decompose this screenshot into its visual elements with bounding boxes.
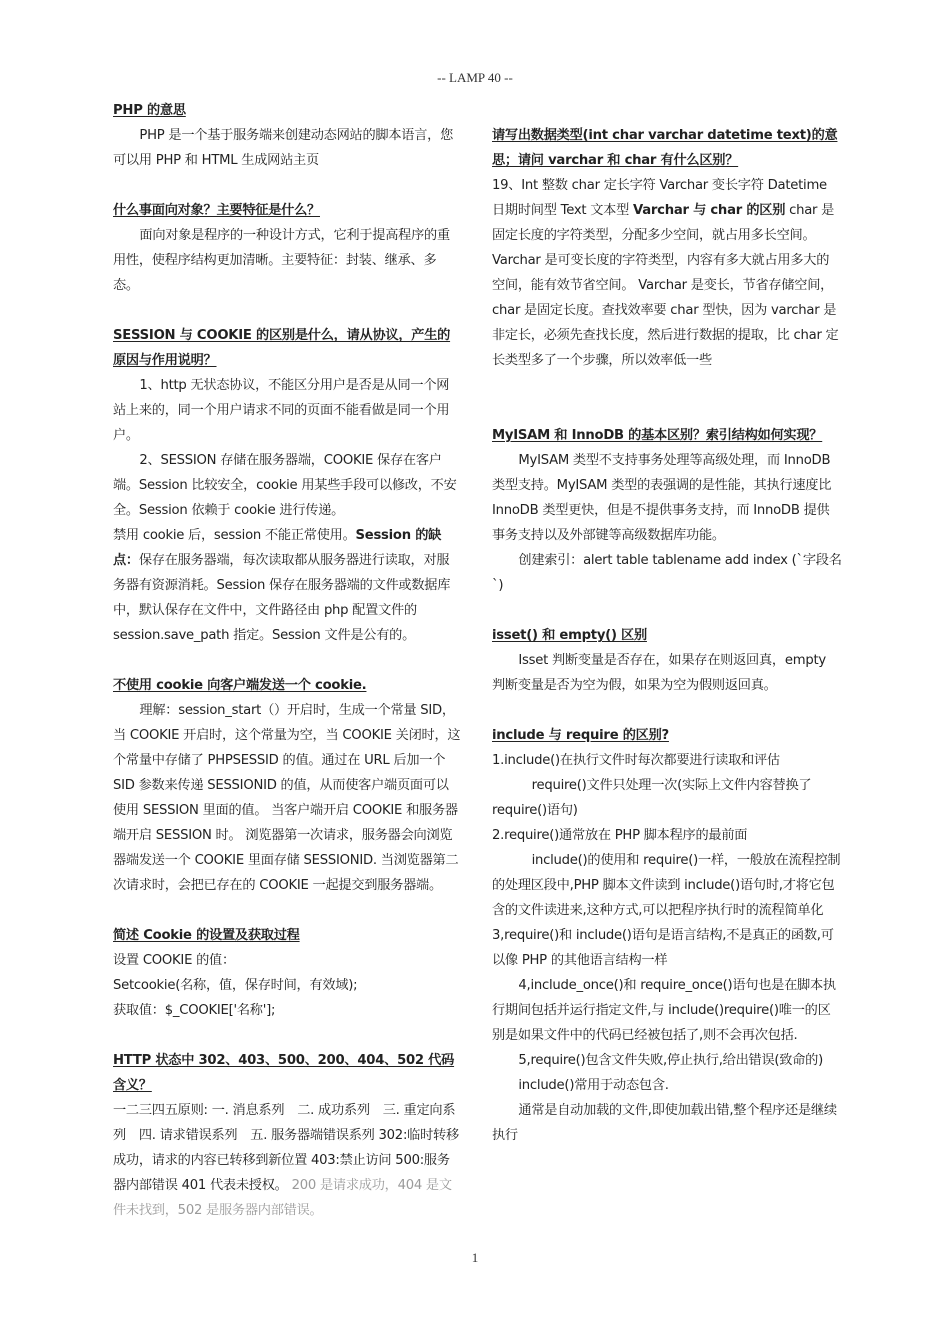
section-title-session-cookie: SESSION 与 COOKIE 的区别是什么，请从协议，产生的原因与作用说明？ <box>113 328 451 368</box>
include-line-8: include()常用于动态包含. <box>518 1078 669 1093</box>
myisam-p1: MyISAM 类型不支持事务处理等高级处理，而 InnoDB 类型支持。MyISAM 类型的表强调的是性能，其执行速度比 InnoDB 类型更快，但是不提供事务支持，而 InnoDB 提供事务支持以及外部键等高级数据库功能。 <box>492 453 832 543</box>
section-title-isset: isset() 和 empty() 区别 <box>492 628 647 643</box>
include-line-6: 4,include_once()和 require_once()语句也是在脚本执行期间包括并运行指定文件,与 include()require()唯一的区别是如果文件中的代码已经被包括了,则不会再次包括. <box>492 978 836 1043</box>
include-line-3: 2.require()通常放在 PHP 脚本程序的最前面 <box>492 828 748 843</box>
right-column <box>492 123 842 1148</box>
isset-body: Isset 判断变量是否存在，如果存在则返回真，empty 判断变量是否为空为假，如果为空为假则返回真。 <box>492 653 826 693</box>
section-title-php: PHP 的意思 <box>113 103 186 118</box>
section-title-http-status: HTTP 状态中 302、403、500、200、404、502 代码含义？ <box>113 1053 455 1093</box>
session-cookie-p3 <box>113 523 461 648</box>
session-cookie-p1: 1、http 无状态协议，不能区分用户是否是从同一个网站上来的，同一个用户请求不同的页面不能看做是同一个用户。 <box>113 378 450 443</box>
types-post: char 是固定长度的字符类型，分配多少空间，就占用多长空间。 Varchar 是可变长度的字符类型，内容有多大就占用多大的空间，能有效节省空间。 Varchar 是变长，节省存储空间，char 是固定长度。查找效率要 char 型快，因为 varchar 是非定长，必须先查找长度，然后进行数据的提取，比 char 定长类型多了一个步骤，所以效率低一些 <box>492 203 839 368</box>
page-number: 1 <box>471 1250 479 1265</box>
section-title-include: include 与 require 的区别? <box>492 728 669 743</box>
http-status-body <box>113 1098 461 1223</box>
http-status-text: 一二三四五原则: 一. 消息系列 二. 成功系列 三. 重定向系列 四. 请求错误系列 五. 服务器端错误系列 302:临时转移成功，请求的内容已转移到新位置 403:禁止访问 500:服务器内部错误 401 代表未授权。 <box>113 1103 459 1193</box>
include-line-9: 通常是自动加载的文件,即使加载出错,整个程序还是继续执行 <box>492 1103 837 1143</box>
section-title-myisam: MyISAM 和 InnoDB 的基本区别？索引结构如何实现？ <box>492 428 823 443</box>
session-cookie-p2: 2、SESSION 存储在服务器端，COOKIE 保存在客户端。Session 比较安全，cookie 用某些手段可以修改，不安全。Session 依赖于 cookie 进行传递。 <box>113 453 457 518</box>
include-line-7: 5,require()包含文件失败,停止执行,给出错误(致命的) <box>518 1053 824 1068</box>
section-title-types: 请写出数据类型(int char varchar datetime text)的意思；请问 varchar 和 char 有什么区别？ <box>492 128 838 168</box>
cookie-set-line-3: 获取值：$_COOKIE['名称']; <box>113 1003 276 1018</box>
myisam-p2: 创建索引：alert table tablename add index (`字段名`) <box>492 553 842 593</box>
php-body: PHP 是一个基于服务端来创建动态网站的脚本语言，您可以用 PHP 和 HTML 生成网站主页 <box>113 128 454 168</box>
cookie-set-line-1: 设置 COOKIE 的值： <box>113 953 235 968</box>
types-bold: Varchar 与 char 的区别 <box>633 203 786 218</box>
session-cookie-p3-post: 保存在服务器端，每次读取都从服务器进行读取，对服务器有资源消耗。Session 保存在服务器端的文件或数据库中，默认保存在文件中，文件路径由 php 配置文件的 session.save_path 指定。Session 文件是公有的。 <box>113 553 451 643</box>
include-line-1: 1.include()在执行文件时每次都要进行读取和评估 <box>492 753 780 768</box>
include-line-4: include()的使用和 require()一样，一般放在流程控制的处理区段中,PHP 脚本文件读到 include()语句时,才将它包含的文件读进来,这种方式,可以把程序执行时的流程简单化 <box>492 853 841 918</box>
include-line-2: require()文件只处理一次(实际上文件内容替换了 require()语句) <box>492 778 812 818</box>
types-pre: 19、Int 整数 char 定长字符 Varchar 变长字符 Datetime 日期时间型 Text 文本型 <box>492 178 827 218</box>
page-header: -- LAMP 40 -- <box>437 70 513 85</box>
types-body <box>492 173 842 373</box>
include-line-5: 3,require()和 include()语句是语言结构,不是真正的函数,可以像 PHP 的其他语言结构一样 <box>492 928 834 968</box>
section-title-cookie-set: 简述 Cookie 的设置及获取过程 <box>113 928 300 943</box>
http-status-gray-text: 200 是请求成功，404 是文件未找到，502 是服务器内部错误。 <box>113 1178 452 1218</box>
session-cookie-p3-pre: 禁用 cookie 后，session 不能正常使用。 <box>113 528 356 543</box>
left-column <box>113 98 461 1223</box>
cookie-set-line-2: Setcookie(名称，值，保存时间，有效域); <box>113 978 358 993</box>
oop-body: 面向对象是程序的一种设计方式，它利于提高程序的重用性，使程序结构更加清晰。主要特征：封装、继承、多态。 <box>113 228 450 293</box>
section-title-no-cookie: 不使用 cookie 向客户端发送一个 cookie. <box>113 678 367 693</box>
no-cookie-body: 理解：session_start（）开启时，生成一个常量 SID，当 COOKIE 开启时，这个常量为空，当 COOKIE 关闭时，这个常量中存储了 PHPSESSID 的值。通过在 URL 后加一个 SID 参数来传递 SESSIONID 的值，从而使客户端页面可以使用 SESSION 里面的值。 当客户端开启 COOKIE 和服务器端开启 SESSION 时。 浏览器第一次请求，服务器会向浏览器端发送一个 COOKIE 里面存储 SESSIONID. 当浏览器第二次请求时，会把已存在的 COOKIE 一起提交到服务器端。 <box>113 703 461 893</box>
session-cookie-p3-bold: Session 的缺点： <box>113 528 442 568</box>
section-title-oop: 什么事面向对象？主要特征是什么？ <box>113 203 320 218</box>
